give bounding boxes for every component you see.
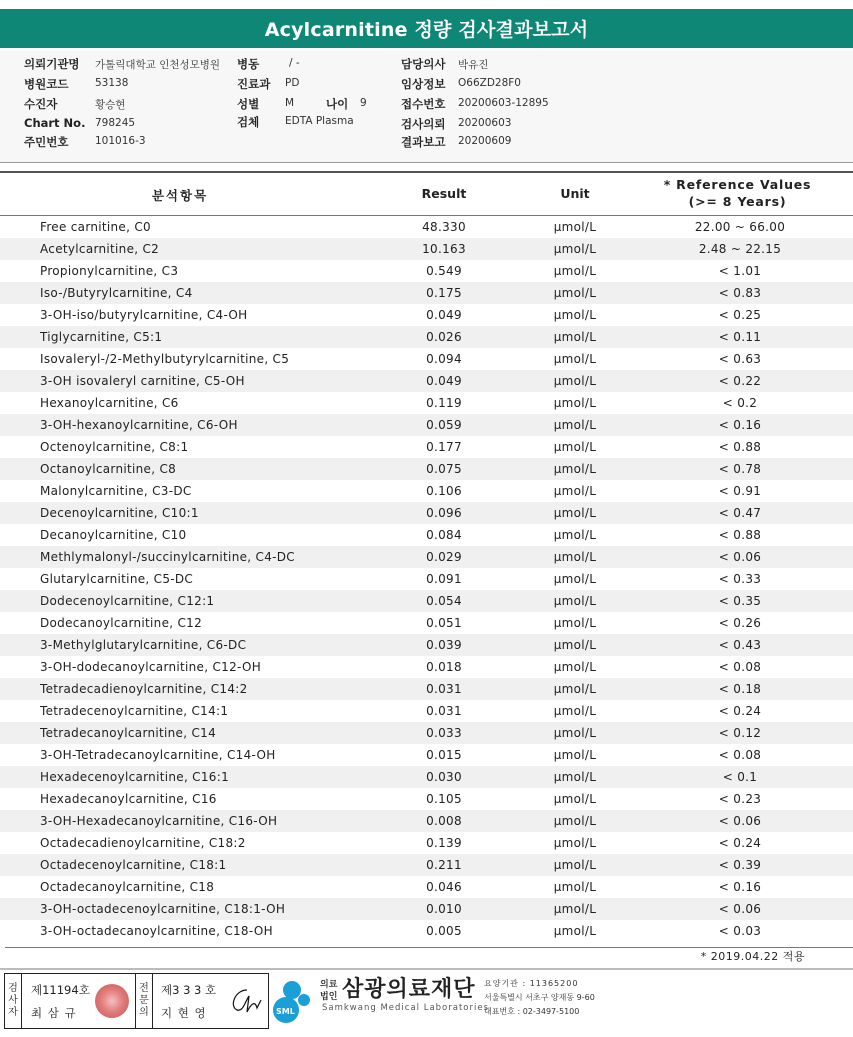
unit-value: μmol/L [553, 484, 597, 498]
table-row [0, 348, 853, 370]
value-report-date: 20200609 [458, 135, 512, 147]
analyte-name: 3-Methylglutarylcarnitine, C6-DC [40, 638, 247, 652]
table-row [0, 920, 853, 942]
analyte-name: Tetradecadienoylcarnitine, C14:2 [40, 682, 248, 696]
result-value: 0.008 [426, 814, 462, 828]
reference-value: < 0.12 [718, 726, 762, 740]
value-age: 9 [360, 97, 367, 109]
label-physician: 담당의사 [401, 57, 446, 71]
analyte-name: Octenoylcarnitine, C8:1 [40, 440, 189, 454]
signature-icon [225, 984, 263, 1018]
unit-value: μmol/L [553, 638, 597, 652]
header-result: Result [421, 186, 467, 201]
reference-value: < 0.91 [718, 484, 762, 498]
result-value: 0.175 [426, 286, 462, 300]
table-row [0, 326, 853, 348]
analyte-name: Hexadecanoylcarnitine, C16 [40, 792, 217, 806]
label-receipt-no: 접수번호 [401, 97, 446, 111]
reference-value: < 1.01 [718, 264, 762, 278]
analyte-name: Hexanoylcarnitine, C6 [40, 396, 179, 410]
label-department: 진료과 [237, 77, 271, 91]
result-value: 0.018 [426, 660, 462, 674]
specialist-char-1: 전 [139, 983, 149, 994]
reference-value: < 0.03 [718, 924, 762, 938]
table-row [0, 898, 853, 920]
result-value: 0.106 [426, 484, 462, 498]
reference-value: < 0.24 [718, 704, 762, 718]
value-request-date: 20200603 [458, 117, 512, 129]
analyte-name: Decanoylcarnitine, C10 [40, 528, 187, 542]
tester-char-1: 검 [8, 983, 18, 994]
reference-value: < 0.06 [718, 814, 762, 828]
reference-value: < 0.83 [718, 286, 762, 300]
org-type-2: 법인 [320, 992, 338, 1002]
org-name: 삼광의료재단 [342, 977, 476, 1002]
value-department: PD [285, 77, 300, 89]
result-value: 0.051 [426, 616, 462, 630]
analyte-name: Dodecenoylcarnitine, C12:1 [40, 594, 215, 608]
table-row [0, 612, 853, 634]
specialist-vertical-label [135, 974, 153, 1028]
reference-value: < 0.08 [718, 660, 762, 674]
tester-char-3: 자 [8, 1007, 18, 1018]
unit-value: μmol/L [553, 220, 597, 234]
reference-value: 22.00 ~ 66.00 [694, 220, 786, 234]
unit-value: μmol/L [553, 814, 597, 828]
unit-value: μmol/L [553, 682, 597, 696]
value-sex: M [285, 97, 295, 109]
unit-value: μmol/L [553, 902, 597, 916]
value-hospital-code: 53138 [95, 77, 129, 89]
table-row [0, 722, 853, 744]
table-row [0, 788, 853, 810]
unit-value: μmol/L [553, 792, 597, 806]
analyte-name: 3-OH-octadecanoylcarnitine, C18-OH [40, 924, 273, 938]
unit-value: μmol/L [553, 770, 597, 784]
report-title: Acylcarnitine 정량 검사결과보고서 [264, 19, 589, 41]
label-sex: 성별 [237, 97, 260, 111]
header-ref-line1: * Reference Values [663, 177, 812, 192]
unit-value: μmol/L [553, 858, 597, 872]
org-address: 서울특별시 서초구 양재동 9-60 [484, 993, 595, 1002]
reference-value: < 0.22 [718, 374, 762, 388]
result-value: 0.031 [426, 704, 462, 718]
value-resident-no: 101016-3 [95, 135, 146, 147]
unit-value: μmol/L [553, 572, 597, 586]
result-value: 0.033 [426, 726, 462, 740]
table-row [0, 546, 853, 568]
patient-info-panel [0, 50, 853, 163]
specialist-char-2: 문 [139, 995, 149, 1006]
reference-value: < 0.16 [718, 880, 762, 894]
unit-value: μmol/L [553, 880, 597, 894]
result-value: 0.010 [426, 902, 462, 916]
footer-divider [0, 968, 853, 970]
reference-note: * 2019.04.22 적용 [700, 950, 805, 963]
analyte-name: Decenoylcarnitine, C10:1 [40, 506, 199, 520]
unit-value: μmol/L [553, 264, 597, 278]
table-row [0, 854, 853, 876]
org-type-1: 의료 [320, 980, 338, 990]
header-item: 분석항목 [151, 188, 209, 203]
table-row [0, 876, 853, 898]
value-specimen: EDTA Plasma [285, 115, 354, 127]
unit-value: μmol/L [553, 286, 597, 300]
analyte-name: Hexadecenoylcarnitine, C16:1 [40, 770, 230, 784]
analyte-name: Tetradecenoylcarnitine, C14:1 [40, 704, 229, 718]
unit-value: μmol/L [553, 550, 597, 564]
unit-value: μmol/L [553, 374, 597, 388]
table-row [0, 282, 853, 304]
analyte-name: Methlymalonyl-/succinylcarnitine, C4-DC [40, 550, 295, 564]
result-value: 10.163 [422, 242, 466, 256]
table-row [0, 392, 853, 414]
result-value: 0.039 [426, 638, 462, 652]
analyte-name: 3-OH isovaleryl carnitine, C5-OH [40, 374, 245, 388]
logo-text: SML [276, 1007, 295, 1016]
result-value: 0.049 [426, 308, 462, 322]
unit-value: μmol/L [553, 836, 597, 850]
analyte-name: Acetylcarnitine, C2 [40, 242, 160, 256]
unit-value: μmol/L [553, 242, 597, 256]
label-age: 나이 [326, 97, 349, 111]
result-value: 0.094 [426, 352, 462, 366]
result-value: 0.096 [426, 506, 462, 520]
value-chart-no: 798245 [95, 117, 136, 129]
table-row [0, 414, 853, 436]
result-value: 0.119 [426, 396, 462, 410]
unit-value: μmol/L [553, 726, 597, 740]
value-clinical-info: O66ZD28F0 [458, 77, 521, 89]
reference-value: < 0.47 [718, 506, 762, 520]
analyte-name: 3-OH-dodecanoylcarnitine, C12-OH [40, 660, 262, 674]
unit-value: μmol/L [553, 506, 597, 520]
label-resident-no: 주민번호 [24, 135, 69, 149]
result-value: 0.015 [426, 748, 462, 762]
analyte-name: Tetradecanoylcarnitine, C14 [40, 726, 217, 740]
table-row [0, 656, 853, 678]
title-bar [0, 9, 853, 48]
result-value: 0.211 [426, 858, 462, 872]
value-physician: 박유진 [458, 59, 489, 71]
unit-value: μmol/L [553, 330, 597, 344]
unit-value: μmol/L [553, 924, 597, 938]
result-value: 0.031 [426, 682, 462, 696]
reference-value: < 0.11 [718, 330, 762, 344]
value-institution: 가톨릭대학교 인천성모병원 [95, 59, 221, 71]
analyte-name: Dodecanoylcarnitine, C12 [40, 616, 203, 630]
header-ref-line2: (>= 8 Years) [688, 194, 787, 209]
footer [0, 968, 853, 1037]
unit-value: μmol/L [553, 616, 597, 630]
unit-value: μmol/L [553, 748, 597, 762]
table-row [0, 832, 853, 854]
reference-value: < 0.33 [718, 572, 762, 586]
table-body [0, 216, 853, 942]
analyte-name: Octadecadienoylcarnitine, C18:2 [40, 836, 246, 850]
specialist-name: 지 현 영 [161, 1006, 207, 1020]
table-row [0, 634, 853, 656]
result-value: 0.054 [426, 594, 462, 608]
tester-vertical-label [5, 974, 22, 1028]
label-patient: 수진자 [24, 97, 58, 111]
reference-value: < 0.78 [718, 462, 762, 476]
result-value: 0.046 [426, 880, 462, 894]
label-institution: 의뢰기관명 [24, 57, 80, 71]
tester-char-2: 사 [8, 995, 18, 1006]
result-value: 0.105 [426, 792, 462, 806]
analyte-name: Octadecanoylcarnitine, C18 [40, 880, 215, 894]
reference-value: < 0.39 [718, 858, 762, 872]
value-ward: / - [289, 57, 300, 69]
table-row [0, 238, 853, 260]
reference-value: < 0.63 [718, 352, 762, 366]
table-header [0, 173, 853, 216]
value-patient: 황승현 [95, 99, 126, 111]
analyte-name: Malonylcarnitine, C3-DC [40, 484, 192, 498]
result-value: 0.049 [426, 374, 462, 388]
table-row [0, 524, 853, 546]
reference-value: < 0.24 [718, 836, 762, 850]
analyte-name: Propionylcarnitine, C3 [40, 264, 179, 278]
reference-value: < 0.25 [718, 308, 762, 322]
label-request-date: 검사의뢰 [401, 117, 446, 131]
table-row [0, 480, 853, 502]
table-row [0, 590, 853, 612]
table-row [0, 678, 853, 700]
label-chart-no: Chart No. [24, 116, 86, 130]
analyte-name: 3-OH-Hexadecanoylcarnitine, C16-OH [40, 814, 278, 828]
result-value: 0.084 [426, 528, 462, 542]
reference-value: < 0.18 [718, 682, 762, 696]
label-ward: 병동 [237, 57, 260, 71]
unit-value: μmol/L [553, 440, 597, 454]
analyte-name: 3-OH-octadecenoylcarnitine, C18:1-OH [40, 902, 286, 916]
unit-value: μmol/L [553, 704, 597, 718]
tester-name: 최 삼 규 [31, 1006, 77, 1020]
table-row [0, 260, 853, 282]
unit-value: μmol/L [553, 594, 597, 608]
reference-value: < 0.23 [718, 792, 762, 806]
results-table [0, 171, 853, 942]
reference-value: < 0.35 [718, 594, 762, 608]
table-row [0, 810, 853, 832]
result-value: 0.029 [426, 550, 462, 564]
result-value: 0.026 [426, 330, 462, 344]
label-report-date: 결과보고 [401, 135, 446, 149]
tester-seal [95, 984, 129, 1018]
reference-value: < 0.16 [718, 418, 762, 432]
reference-value: < 0.08 [718, 748, 762, 762]
result-value: 0.549 [426, 264, 462, 278]
label-hospital-code: 병원코드 [24, 77, 69, 91]
analyte-name: Free carnitine, C0 [40, 220, 151, 234]
table-row [0, 502, 853, 524]
reference-value: < 0.1 [722, 770, 758, 784]
org-code: 요양기관 : 11365200 [484, 979, 579, 988]
reference-value: < 0.2 [722, 396, 758, 410]
result-value: 0.139 [426, 836, 462, 850]
analyte-name: Tiglycarnitine, C5:1 [40, 330, 163, 344]
result-value: 0.030 [426, 770, 462, 784]
unit-value: μmol/L [553, 660, 597, 674]
analyte-name: 3-OH-iso/butyrylcarnitine, C4-OH [40, 308, 248, 322]
specialist-char-3: 의 [139, 1007, 149, 1018]
analyte-name: Glutarylcarnitine, C5-DC [40, 572, 194, 586]
result-value: 48.330 [422, 220, 466, 234]
header-unit: Unit [560, 186, 590, 201]
unit-value: μmol/L [553, 418, 597, 432]
org-phone: 대표번호 : 02-3497-5100 [484, 1007, 580, 1016]
result-value: 0.075 [426, 462, 462, 476]
reference-value: < 0.88 [718, 440, 762, 454]
table-row [0, 304, 853, 326]
table-row [0, 700, 853, 722]
result-value: 0.005 [426, 924, 462, 938]
reference-value: 2.48 ~ 22.15 [698, 242, 782, 256]
reference-value: < 0.26 [718, 616, 762, 630]
unit-value: μmol/L [553, 308, 597, 322]
tester-license: 제11194호 [31, 983, 90, 997]
analyte-name: Isovaleryl-/2-Methylbutyrylcarnitine, C5 [40, 352, 290, 366]
analyte-name: Octanoylcarnitine, C8 [40, 462, 177, 476]
unit-value: μmol/L [553, 462, 597, 476]
signature-box [4, 973, 269, 1029]
table-row [0, 766, 853, 788]
table-row [0, 744, 853, 766]
unit-value: μmol/L [553, 396, 597, 410]
reference-value: < 0.88 [718, 528, 762, 542]
label-clinical-info: 임상정보 [401, 77, 446, 91]
analyte-name: Octadecenoylcarnitine, C18:1 [40, 858, 227, 872]
specialist-license: 제3 3 3 호 [161, 983, 217, 997]
value-receipt-no: 20200603-12895 [458, 97, 549, 109]
result-value: 0.177 [426, 440, 462, 454]
table-row [0, 568, 853, 590]
label-specimen: 검체 [237, 115, 260, 129]
table-row [0, 458, 853, 480]
sml-logo-icon [272, 976, 316, 1026]
analyte-name: Iso-/Butyrylcarnitine, C4 [40, 286, 193, 300]
analyte-name: 3-OH-Tetradecanoylcarnitine, C14-OH [40, 748, 276, 762]
table-row [0, 436, 853, 458]
table-row [0, 370, 853, 392]
org-english-name: Samkwang Medical Laboratories [322, 1003, 490, 1013]
reference-value: < 0.43 [718, 638, 762, 652]
result-value: 0.059 [426, 418, 462, 432]
result-value: 0.091 [426, 572, 462, 586]
unit-value: μmol/L [553, 528, 597, 542]
top-strip [0, 0, 853, 9]
analyte-name: 3-OH-hexanoylcarnitine, C6-OH [40, 418, 238, 432]
table-row [0, 216, 853, 238]
unit-value: μmol/L [553, 352, 597, 366]
reference-value: < 0.06 [718, 902, 762, 916]
reference-value: < 0.06 [718, 550, 762, 564]
